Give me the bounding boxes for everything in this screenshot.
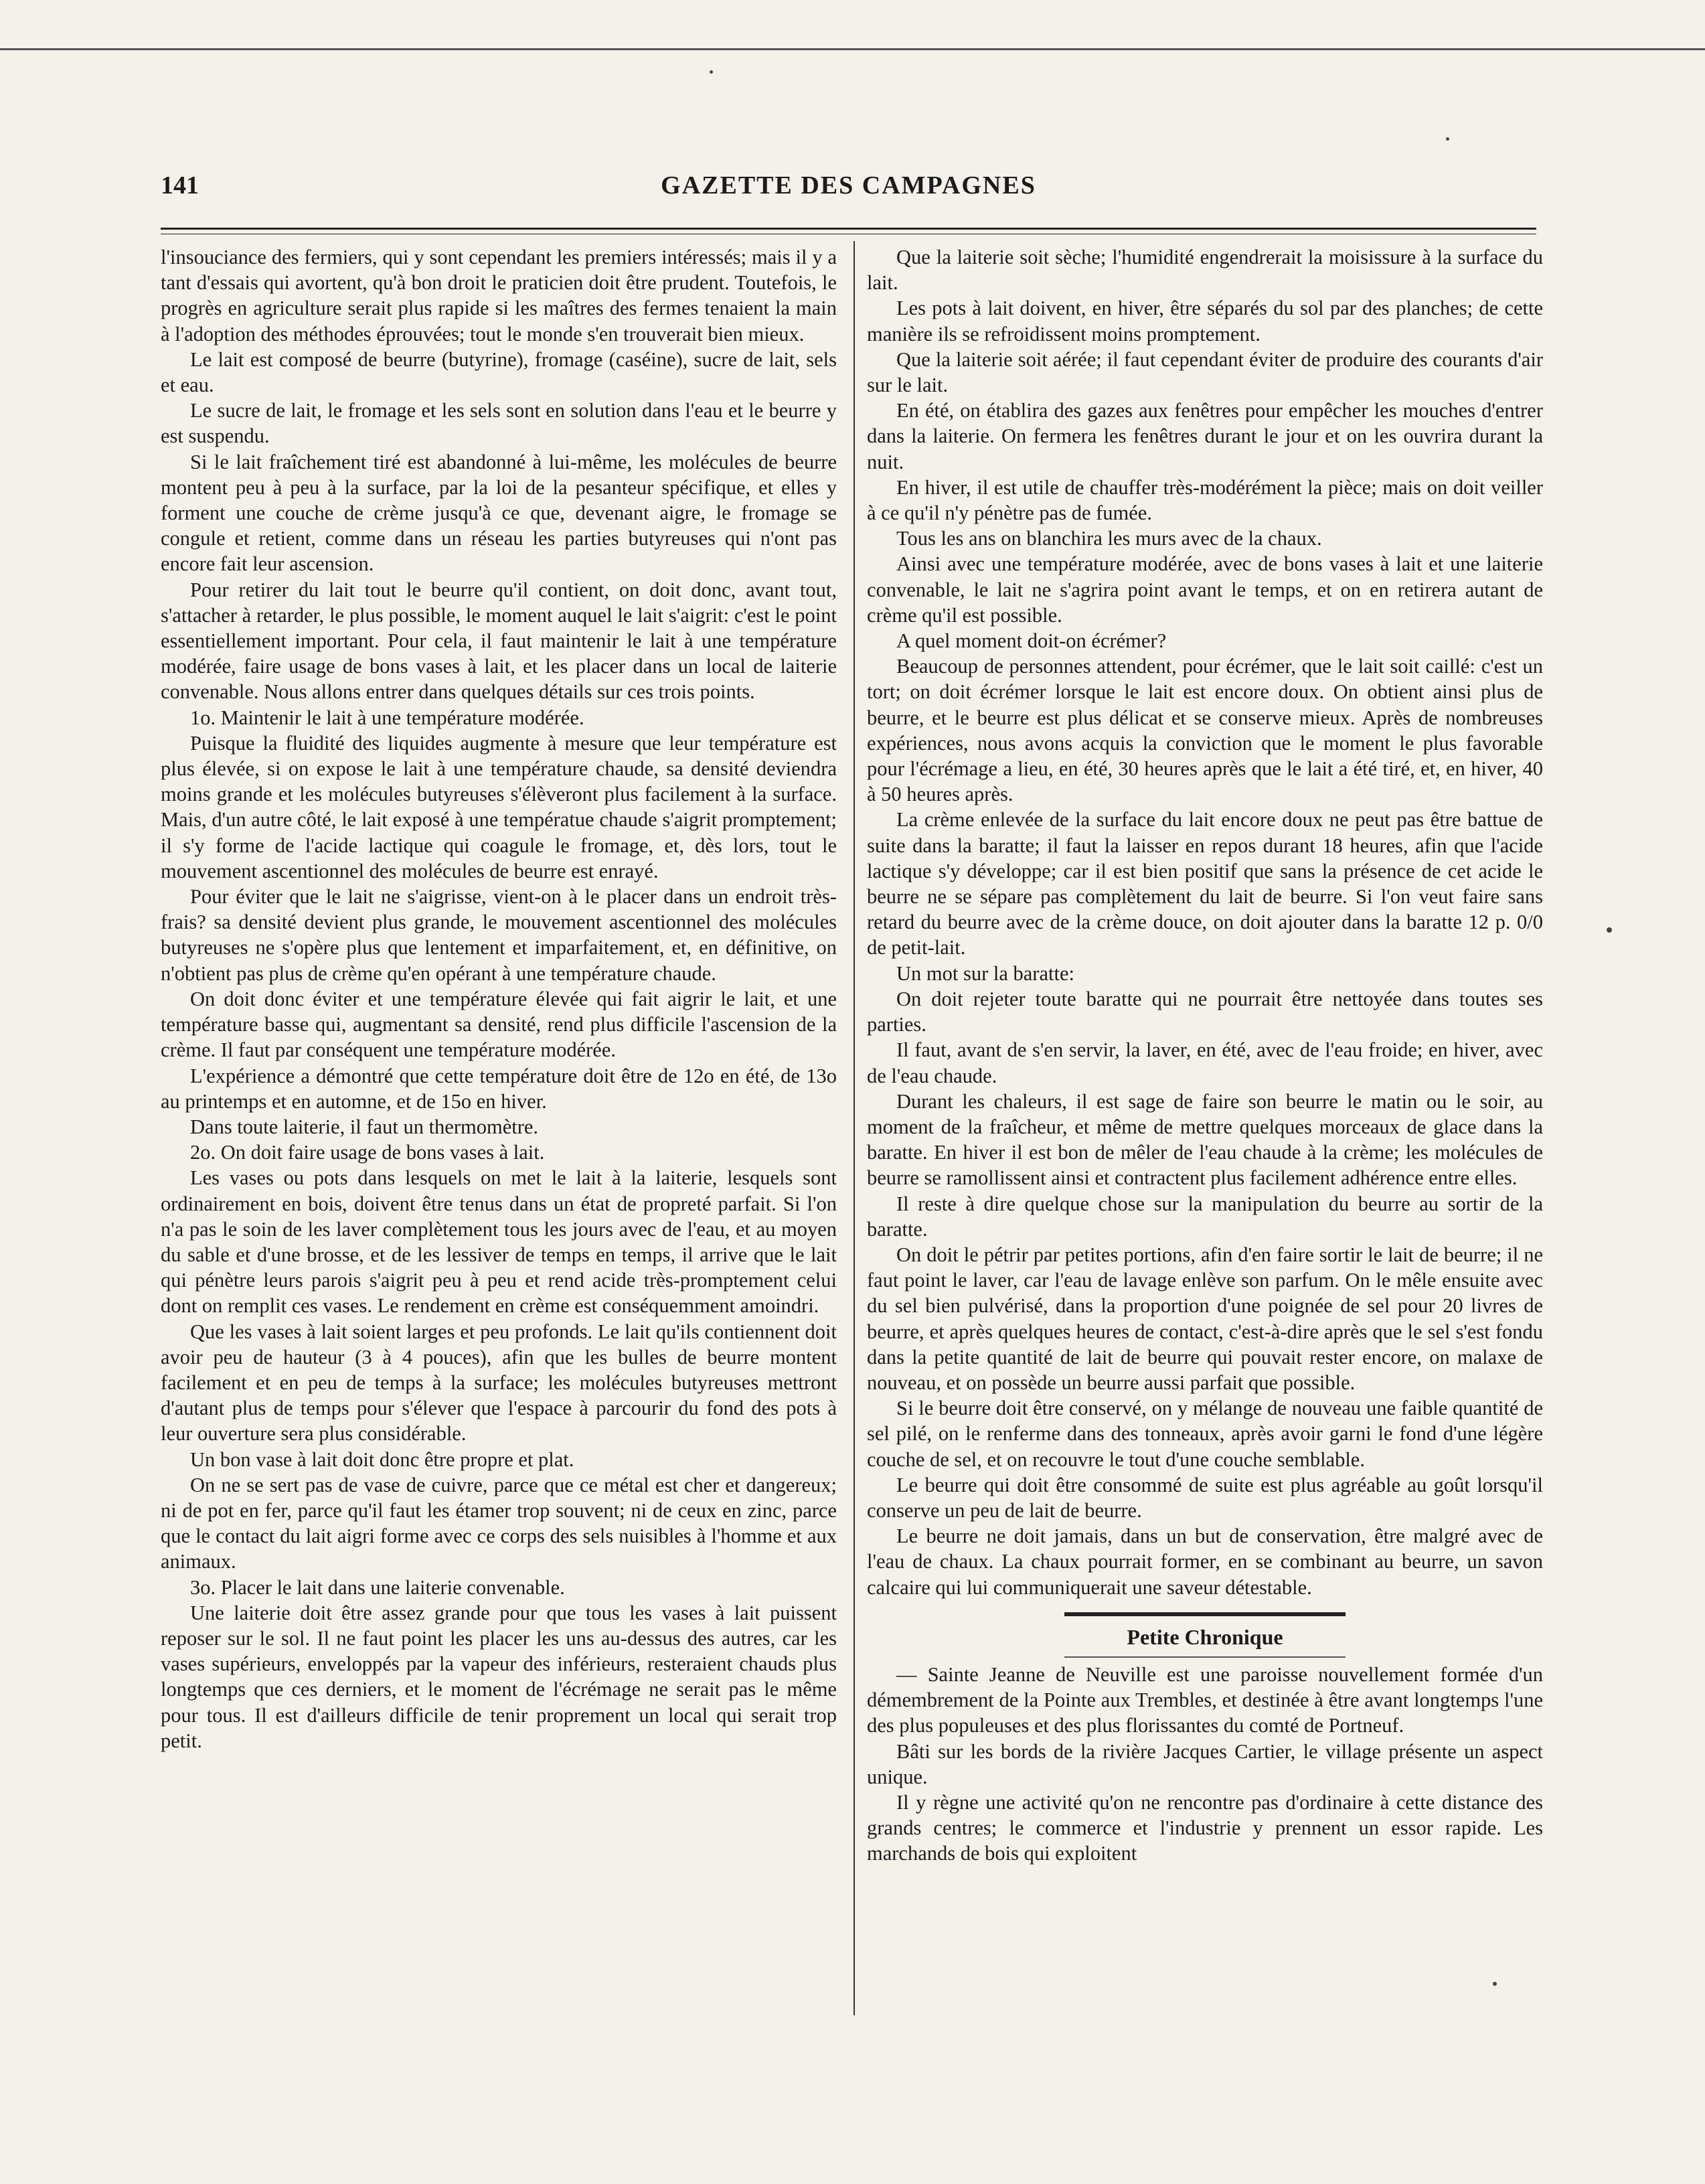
paragraph: Que la laiterie soit aérée; il faut cependant éviter de produire des courants d'air sur le lait. bbox=[867, 347, 1543, 397]
paragraph: Pour éviter que le lait ne s'aigrisse, vient-on à le placer dans un endroit très-frais? sa densité devient plus grande, le mouvement ascentionnel des molécules butyreuses ne s'opère plus que lentement et imparfaitement, et, en définitive, on n'obtient pas plus de crème qu'en opérant à une température chaude. bbox=[161, 885, 837, 985]
paragraph: Durant les chaleurs, il est sage de faire son beurre le matin ou le soir, au moment de la fraîcheur, et même de mettre quelques morceaux de glace dans la baratte. En hiver il est bon de mêler de l'eau chaude à la crème; les molécules de beurre se ramollissent ainsi et contractent plus facilement adhérence entre elles. bbox=[867, 1089, 1543, 1190]
right-column bbox=[867, 244, 1543, 2012]
paragraph: Si le beurre doit être conservé, on y mélange de nouveau une faible quantité de sel pilé, on le renferme dans des tonneaux, après avoir garni le fond d'une légère couche de sel, et on recouvre le tout d'une couche semblable. bbox=[867, 1397, 1543, 1471]
page-number: 141 bbox=[161, 171, 199, 200]
top-rule bbox=[0, 48, 1705, 50]
masthead-title: GAZETTE DES CAMPAGNES bbox=[661, 171, 1036, 200]
paragraph: Le lait est composé de beurre (butyrine), fromage (caséine), sucre de lait, sels et eau. bbox=[161, 347, 837, 397]
paragraph: Les pots à lait doivent, en hiver, être séparés du sol par des planches; de cette manière ils se refroidissent moins promptement. bbox=[867, 297, 1543, 345]
paragraph: Le beurre ne doit jamais, dans un but de conservation, être malgré avec de l'eau de chaux. La chaux pourrait former, en se combinant au beurre, un savon calcaire qui lui communiquerait une saveur détestable. bbox=[867, 1525, 1543, 1599]
header-rule bbox=[161, 228, 1536, 234]
paragraph: l'insouciance des fermiers, qui y sont cependant les premiers intéressés; mais il y a tant d'essais qui avortent, qu'à bon droit le praticien doit être prudent. Toutefois, le progrès en agriculture serait plus rapide si les maîtres des fermes tenaient la main à l'adoption des méthodes éprouvées; tout le monde s'en trouverait bien mieux. bbox=[161, 246, 837, 345]
page-header bbox=[161, 171, 1536, 218]
print-speck bbox=[1446, 137, 1449, 141]
paragraph: On doit rejeter toute baratte qui ne pourrait être nettoyée dans toutes ses parties. bbox=[867, 987, 1543, 1036]
paragraph: Ainsi avec une température modérée, avec de bons vases à lait et une laiterie convenable, le lait ne s'agrira point avant le temps, et on en retirera autant de crème qu'il est possible. bbox=[867, 552, 1543, 627]
paragraph: Si le lait fraîchement tiré est abandonné à lui-même, les molécules de beurre montent peu à peu à la surface, par la loi de la pesanteur spécifique, et elles y forment une couche de crème jusqu'à ce que, devenant aigre, le fromage se congule et retient, comme dans un réseau les parties butyreuses qui n'ont pas encore fait leur ascension. bbox=[161, 450, 837, 576]
paragraph: Il reste à dire quelque chose sur la manipulation du beurre au sortir de la baratte. bbox=[867, 1192, 1543, 1241]
column-divider bbox=[854, 241, 855, 2015]
paragraph: Dans toute laiterie, il faut un thermomètre. bbox=[190, 1115, 539, 1138]
paragraph: L'expérience a démontré que cette température doit être de 12o en été, de 13o au printemps et en automne, et de 15o en hiver. bbox=[161, 1064, 837, 1113]
paragraph: Pour retirer du lait tout le beurre qu'il contient, on doit donc, avant tout, s'attacher à retarder, le plus possible, le moment auquel le lait s'aigrit: c'est le point essentiellement important. Pour cela, il faut maintenir le lait à une température modérée, faire usage de bons vases à lait, et les placer dans un local de laiterie convenable. Nous allons entrer dans quelques détails sur ces trois points. bbox=[161, 578, 837, 704]
paragraph: Tous les ans on blanchira les murs avec de la chaux. bbox=[896, 527, 1322, 550]
paragraph: La crème enlevée de la surface du lait encore doux ne peut pas être battue de suite dans la baratte; il faut la laisser en repos durant 18 heures, afin que l'acide lactique s'y développe; car il est bien positif que sans la présence de cet acide le beurre ne se sépare pas complètement du lait de beurre. Si l'on veut faire sans retard du beurre avec de la crème douce, on doit ajouter dans la baratte 12 p. 0/0 de petit-lait. bbox=[867, 808, 1543, 959]
paragraph: Bâti sur les bords de la rivière Jacques Cartier, le village présente un aspect unique. bbox=[867, 1739, 1543, 1788]
paragraph: Il faut, avant de s'en servir, la laver, en été, avec de l'eau froide; en hiver, avec de l'eau chaude. bbox=[867, 1038, 1543, 1087]
subheading: 2o. On doit faire usage de bons vases à lait. bbox=[190, 1141, 545, 1164]
paragraph: Le beurre qui doit être consommé de suite est plus agréable au goût lorsqu'il conserve un peu de lait de beurre. bbox=[867, 1473, 1543, 1522]
paragraph: Les vases ou pots dans lesquels on met le lait à la laiterie, lesquels sont ordinairement en bois, doivent être tenus dans un état de propreté parfait. Si l'on n'a pas le soin de les laver complètement tous les jours avec de l'eau, et au moyen du sable et d'une brosse, et de les lessiver de temps en temps, il arrive que le lait qui pénètre leurs parois s'aigrit peu à peu et rend acide très-promptement celui dont on remplit ces vases. Le rendement en crème est conséquemment amoindri. bbox=[161, 1166, 837, 1318]
paragraph: — Sainte Jeanne de Neuville est une paroisse nouvellement formée d'un démembrement de la Pointe aux Trembles, et destinée à être avant longtemps l'une des plus populeuses et des plus florissantes du comté de Portneuf. bbox=[867, 1662, 1543, 1737]
paragraph: Que la laiterie soit sèche; l'humidité engendrerait la moisissure à la surface du lait. bbox=[867, 246, 1543, 295]
print-speck bbox=[1493, 1982, 1497, 1986]
paragraph: On doit le pétrir par petites portions, afin d'en faire sortir le lait de beurre; il ne faut point le laver, car l'eau de lavage enlève son parfum. On le mêle ensuite avec du sel bien pulvérisé, dans la proportion d'une poignée de sel pour 20 livres de beurre, et après quelques heures de contact, c'est-à-dire après que le sel s'est fondu dans la petite quantité de lait de beurre qui pouvait rester encore, on malaxe de nouveau, et on possède un beurre aussi parfait que possible. bbox=[867, 1243, 1543, 1394]
subheading: 3o. Placer le lait dans une laiterie convenable. bbox=[190, 1575, 565, 1599]
paragraph: Il y règne une activité qu'on ne rencontre pas d'ordinaire à cette distance des grands centres; le commerce et l'industrie y prennent un essor rapide. Les marchands de bois qui exploitent bbox=[867, 1790, 1543, 1865]
paragraph: On doit donc éviter et une température élevée qui fait aigrir le lait, et une température basse qui, augmentant sa densité, rend plus difficile l'ascension de la crème. Il faut par conséquent une température modérée. bbox=[161, 987, 837, 1062]
left-column bbox=[161, 244, 837, 2012]
paragraph: Un bon vase à lait doit donc être propre et plat. bbox=[190, 1448, 574, 1471]
paragraph: On ne se sert pas de vase de cuivre, parce que ce métal est cher et dangereux; ni de pot en fer, parce qu'il faut les étamer trop souvent; ni de ceux en zinc, parce que le contact du lait aigri forme avec ce corps des sels nuisibles à l'homme et aux animaux. bbox=[161, 1473, 837, 1573]
chronique-bottom-rule bbox=[1064, 1656, 1346, 1658]
paragraph: Un mot sur la baratte: bbox=[896, 961, 1074, 985]
chronique-title: Petite Chronique bbox=[1127, 1624, 1283, 1649]
print-speck bbox=[1607, 927, 1612, 933]
chronique-heading bbox=[867, 1612, 1543, 1658]
paragraph: Beaucoup de personnes attendent, pour écrémer, que le lait soit caillé: c'est un tort; on doit écrémer lorsque le lait est encore doux. On obtient ainsi plus de beurre, et le beurre est plus délicat et se conserve mieux. Après de nombreuses expériences, nous avons acquis la conviction que le moment le plus favorable pour l'écrémage a lieu, en été, 30 heures après que le lait a été tiré, et, en hiver, 40 à 50 heures après. bbox=[867, 655, 1543, 806]
chronique-top-rule bbox=[1064, 1612, 1346, 1616]
paragraph: Puisque la fluidité des liquides augmente à mesure que leur température est plus élevée, si on expose le lait à une température chaude, sa densité deviendra moins grande et les molécules butyreuses s'élèveront plus facilement à la surface. Mais, d'un autre côté, le lait exposé à une températue chaude s'aigrit promptement; il s'y forme de l'acide lactique qui coagule le fromage, et, dès lors, tout le mouvement ascentionnel des molécules de beurre est enrayé. bbox=[161, 731, 837, 882]
subheading: A quel moment doit-on écrémer? bbox=[896, 629, 1167, 653]
paragraph: En hiver, il est utile de chauffer très-modérément la pièce; mais on doit veiller à ce qu'il n'y pénètre pas de fumée. bbox=[867, 475, 1543, 525]
paragraph: Une laiterie doit être assez grande pour que tous les vases à lait puissent reposer sur le sol. Il ne faut point les placer les uns au-dessus des autres, car les vases supérieurs, enveloppés par la vapeur des inférieurs, resteraient chauds plus longtemps que ces derniers, et le moment de l'écrémage ne serait pas le même pour tous. Il est d'ailleurs difficile de tenir proprement un local qui serait trop petit. bbox=[161, 1601, 837, 1752]
paragraph: Que les vases à lait soient larges et peu profonds. Le lait qu'ils contiennent doit avoir peu de hauteur (3 à 4 pouces), afin que les bulles de beurre montent facilement et en peu de temps à la surface; les molécules butyreuses mettront d'autant plus de temps pour s'élever que l'espace à parcourir du fond des pots à leur ouverture sera plus considérable. bbox=[161, 1320, 837, 1446]
subheading: 1o. Maintenir le lait à une température modérée. bbox=[190, 706, 584, 729]
paragraph: En été, on établira des gazes aux fenêtres pour empêcher les mouches d'entrer dans la laiterie. On fermera les fenêtres durant le jour et on les ouvrira durant la nuit. bbox=[867, 399, 1543, 473]
print-speck bbox=[710, 70, 713, 74]
paragraph: Le sucre de lait, le fromage et les sels sont en solution dans l'eau et le beurre y est suspendu. bbox=[161, 399, 837, 448]
